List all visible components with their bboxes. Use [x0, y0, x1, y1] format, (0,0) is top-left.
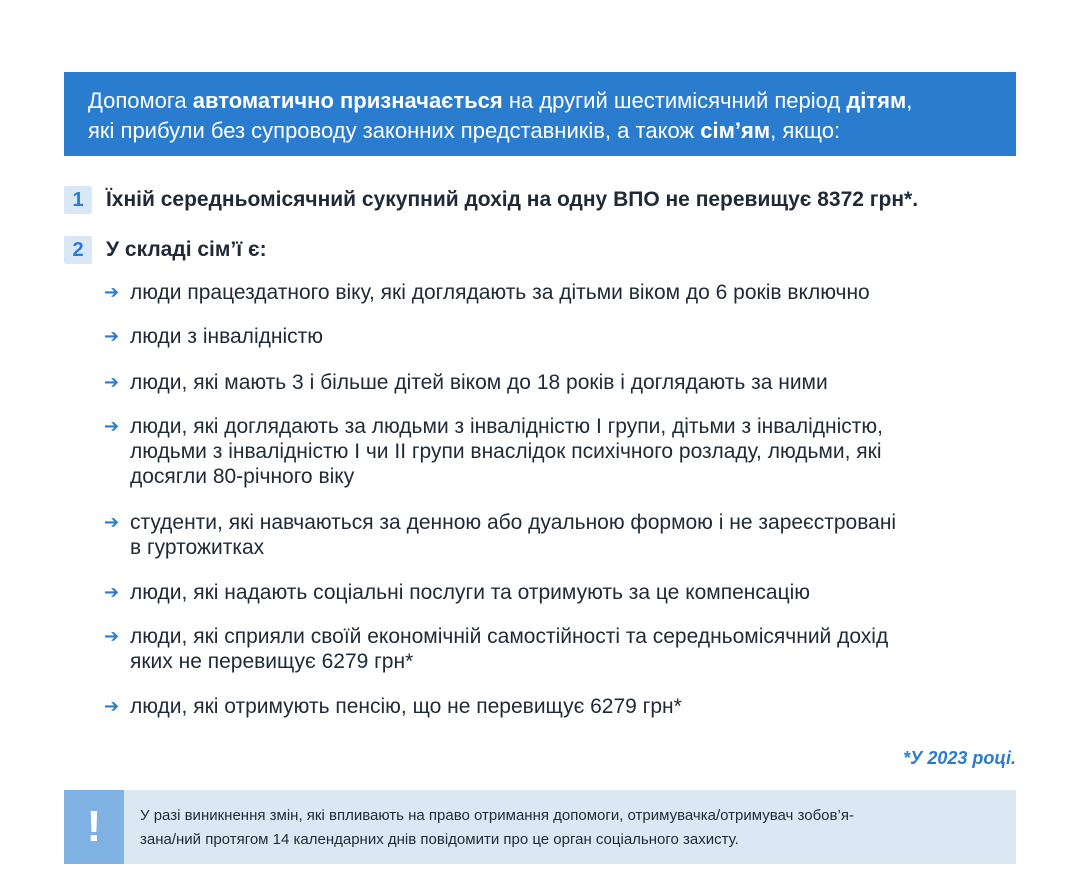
list-item: ➔ люди, які мають 3 і більше дітей віком до 18 років і доглядають за ними: [104, 371, 828, 394]
arrow-right-icon: ➔: [104, 582, 120, 602]
exclamation-icon: !: [64, 790, 124, 864]
arrow-right-icon: ➔: [104, 512, 120, 532]
arrow-right-icon: ➔: [104, 626, 120, 646]
notice-box: [64, 790, 1016, 864]
list-item: ➔ люди, які доглядають за людьми з інвалідністю I групи, дітьми з інвалідністю, людьми з інвалідністю I чи II групи внаслідок психічного розладу, людьми, які досягли 80-річного віку: [104, 415, 883, 488]
list-item: ➔ люди, які сприяли своїй економічній самостійності та середньомісячний дохід яких не перевищує 6279 грн*: [104, 625, 889, 673]
list-item: ➔ люди, які отримують пенсію, що не перевищує 6279 грн*: [104, 695, 682, 718]
banner-line-1: Допомога автоматично призначається на другий шестимісячний період дітям,: [88, 88, 913, 113]
condition-text: Їхній середньомісячний сукупний дохід на одну ВПО не перевищує 8372 грн*.: [106, 188, 919, 211]
arrow-right-icon: ➔: [104, 416, 120, 436]
arrow-right-icon: ➔: [104, 282, 120, 302]
list-item: ➔ люди працездатного віку, які доглядають за дітьми віком до 6 років включно: [104, 281, 870, 304]
list-item: ➔ студенти, які навчаються за денною або дуальною формою і не зареєстровані в гуртожитках: [104, 511, 897, 559]
condition-text: У складі сім’ї є:: [106, 238, 267, 261]
arrow-right-icon: ➔: [104, 326, 120, 346]
list-item: ➔ люди, які надають соціальні послуги та отримують за це компенсацію: [104, 581, 811, 604]
footnote: *У 2023 році.: [903, 748, 1016, 768]
condition-number-badge: 2: [64, 236, 92, 264]
arrow-right-icon: ➔: [104, 696, 120, 716]
condition-number-badge: 1: [64, 186, 92, 214]
list-item: ➔ люди з інвалідністю: [104, 325, 323, 348]
banner-line-2: які прибули без супроводу законних представників, а також сім’ям, якщо:: [88, 118, 841, 143]
info-banner: [64, 72, 1016, 156]
condition-1: [64, 186, 918, 214]
condition-2: [64, 236, 267, 264]
arrow-right-icon: ➔: [104, 372, 120, 392]
notice-text: У разі виникнення змін, які впливають на право отримання допомоги, отримувачка/отримувач зобов’я- зана/ний протягом 14 календарних днів повідомити про це орган соціального захисту.: [140, 807, 854, 848]
